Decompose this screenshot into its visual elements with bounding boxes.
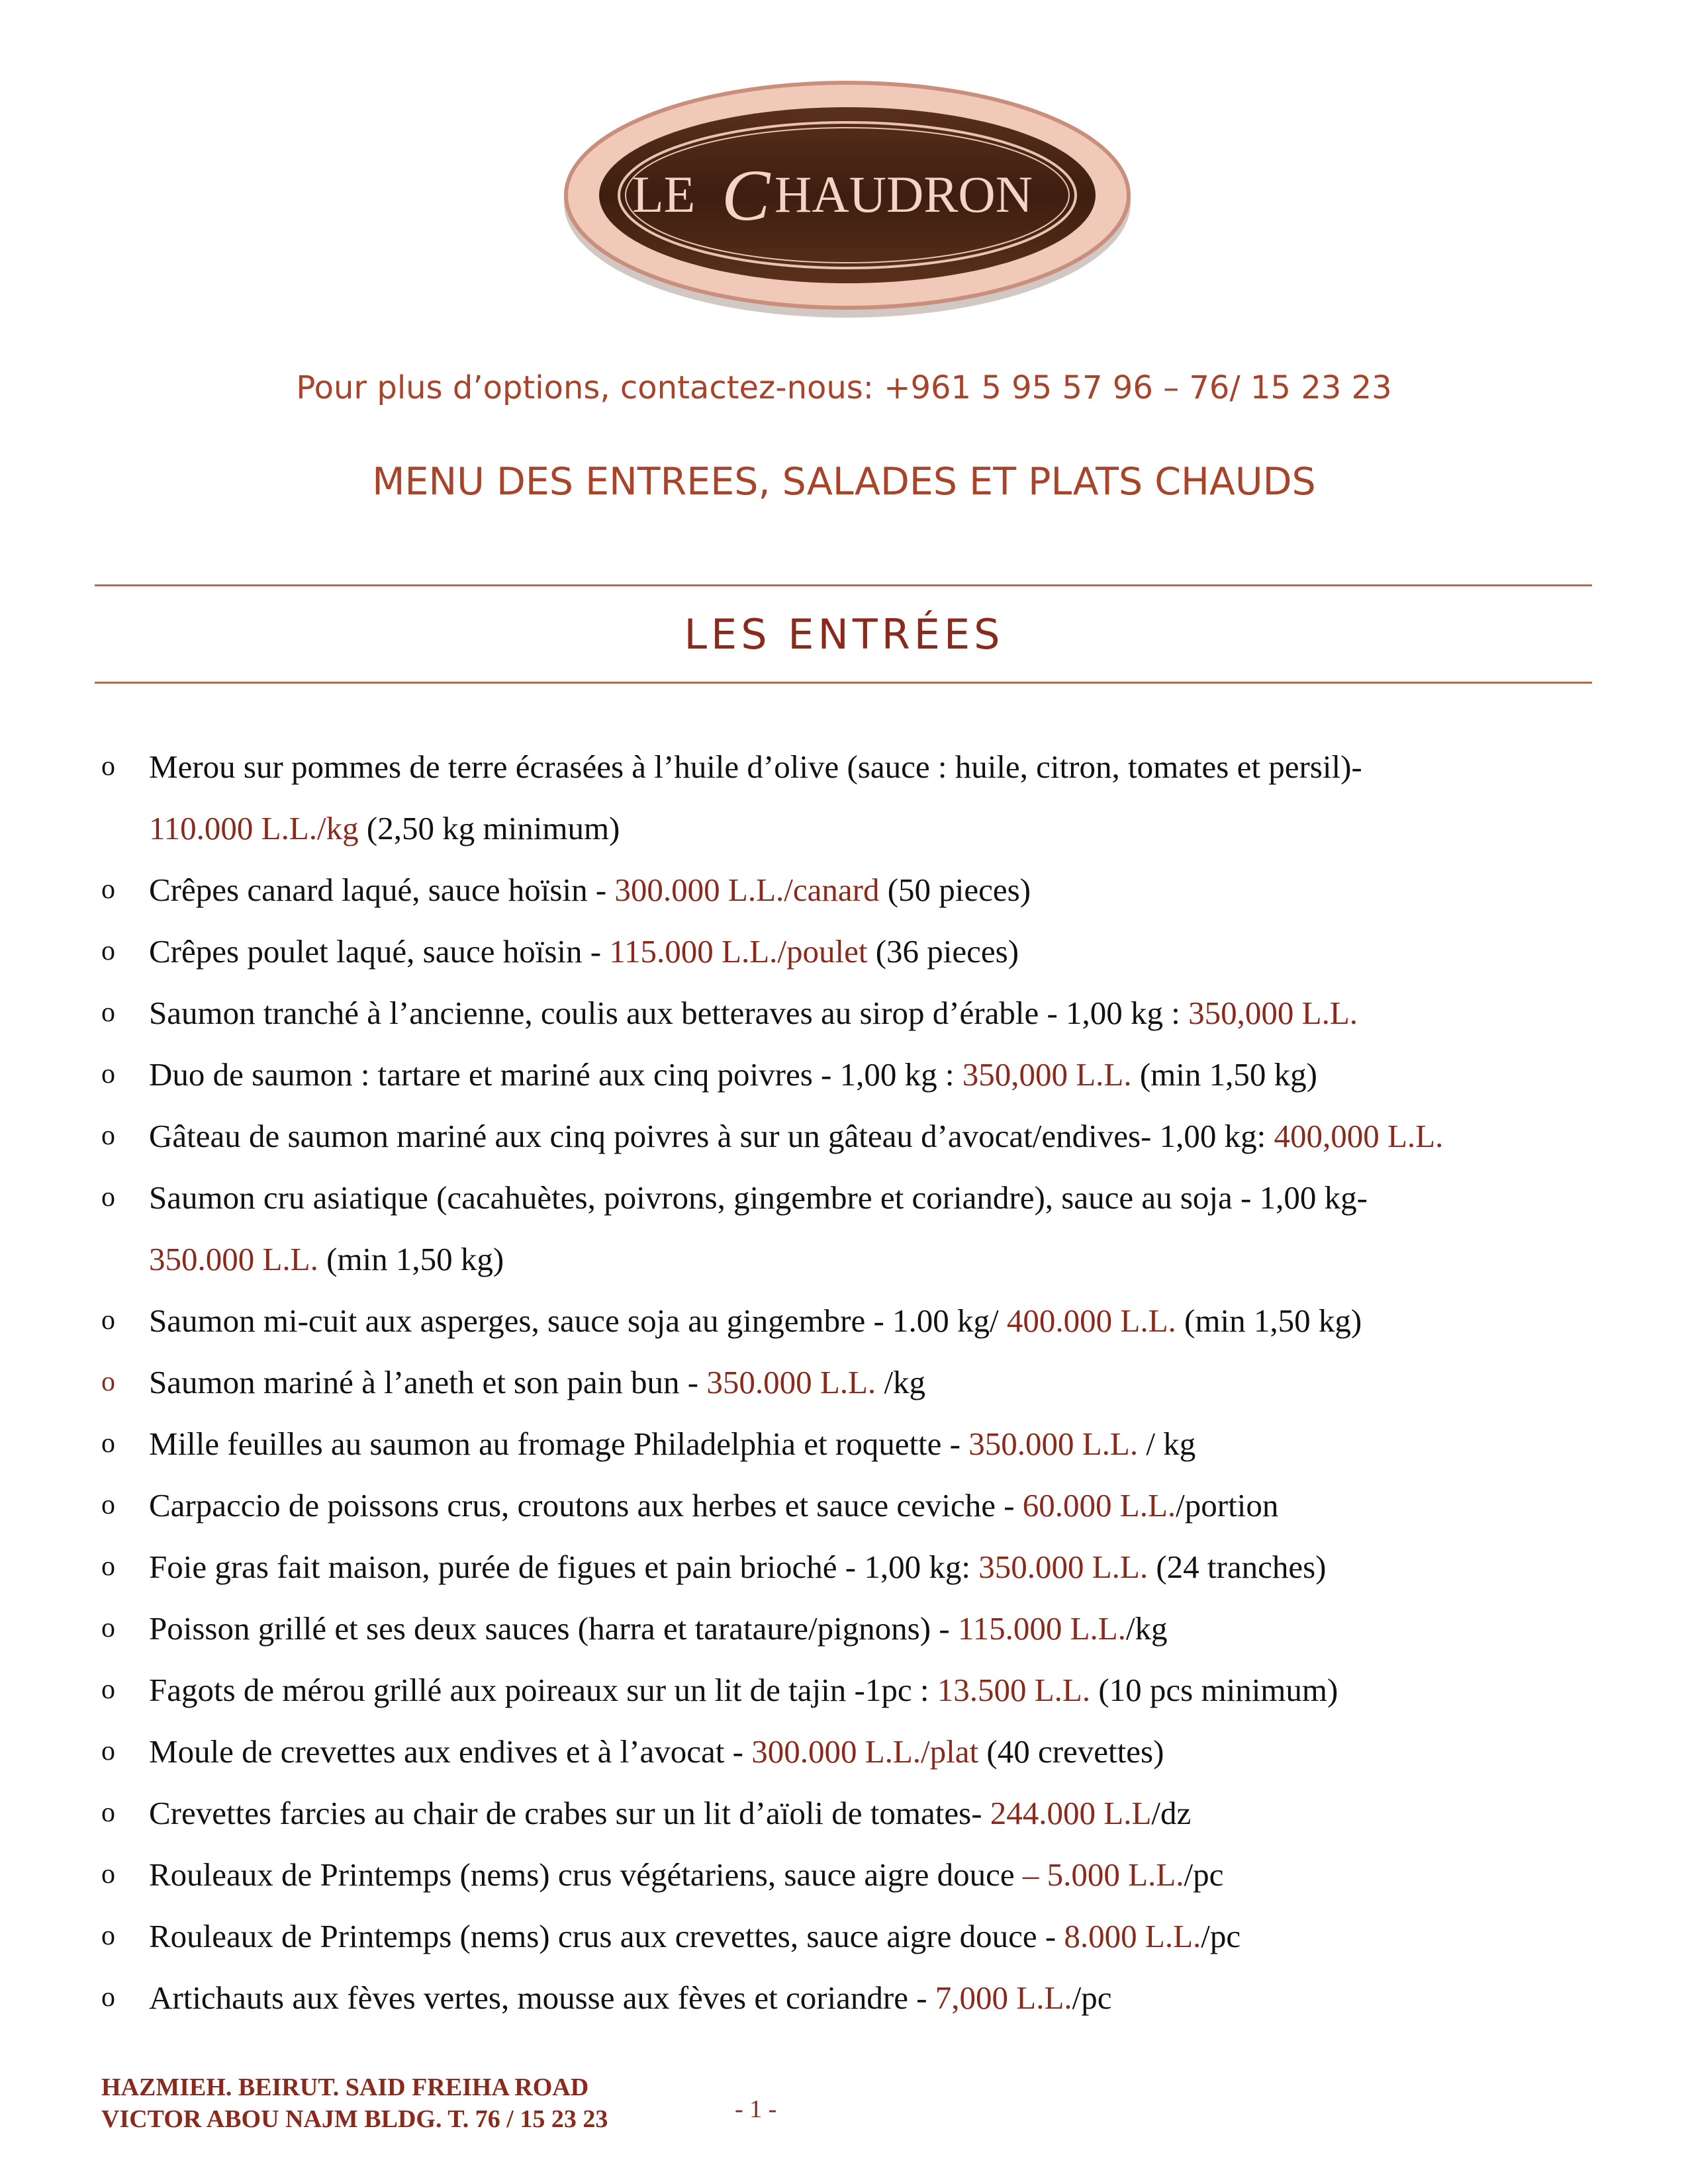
menu-item bbox=[0, 1782, 1688, 1844]
item-text: Duo de saumon : tartare et mariné aux cinq poivres - 1,00 kg : bbox=[149, 1056, 962, 1093]
item-text: Saumon mi-cuit aux asperges, sauce soja au gingembre - 1.00 kg/ bbox=[149, 1302, 1007, 1339]
item-note: / kg bbox=[1138, 1426, 1196, 1462]
page-number: - 1 - bbox=[735, 2095, 777, 2123]
logo-initial: C bbox=[722, 155, 771, 236]
menu-item bbox=[0, 1044, 1688, 1105]
item-text: Saumon cru asiatique (cacahuètes, poivrons, gingembre et coriandre), sauce au soja - 1,00 kg- bbox=[149, 1179, 1368, 1216]
menu-item bbox=[0, 1105, 1688, 1167]
bullet: o bbox=[101, 1736, 115, 1766]
item-text: Mille feuilles au saumon au fromage Philadelphia et roquette - bbox=[149, 1426, 969, 1462]
menu-item bbox=[0, 921, 1688, 982]
bullet: o bbox=[101, 1613, 115, 1643]
item-note: (50 pieces) bbox=[879, 872, 1031, 908]
menu-item bbox=[0, 1351, 1688, 1413]
bullet: o bbox=[101, 936, 115, 966]
bullet: o bbox=[101, 1428, 115, 1459]
item-price: 300.000 L.L./plat bbox=[751, 1733, 979, 1770]
menu-item bbox=[0, 1905, 1688, 1967]
item-price: 60.000 L.L. bbox=[1022, 1487, 1176, 1524]
menu-item bbox=[0, 982, 1688, 1044]
item-note: /pc bbox=[1201, 1918, 1241, 1954]
item-note: (2,50 kg minimum) bbox=[358, 810, 620, 846]
entrees-list bbox=[0, 736, 1688, 2028]
menu-item bbox=[0, 1290, 1688, 1351]
item-text: Carpaccio de poissons crus, croutons aux herbes et sauce ceviche - bbox=[149, 1487, 1023, 1524]
item-text: Gâteau de saumon mariné aux cinq poivres à sur un gâteau d’avocat/endives- 1,00 kg: bbox=[149, 1118, 1274, 1154]
footer-address-line1: HAZMIEH. BEIRUT. SAID FREIHA ROAD bbox=[101, 2073, 589, 2101]
item-text: Saumon tranché à l’ancienne, coulis aux betteraves au sirop d’érable - 1,00 kg : bbox=[149, 995, 1189, 1031]
section-title: LES ENTRÉES bbox=[684, 610, 1004, 659]
item-note: (min 1,50 kg) bbox=[1176, 1302, 1362, 1339]
footer-address bbox=[101, 2071, 608, 2135]
menu-title: MENU DES ENTREES, SALADES ET PLATS CHAUDS bbox=[372, 460, 1316, 504]
menu-item bbox=[0, 1598, 1688, 1659]
item-note: /pc bbox=[1072, 1979, 1112, 2016]
bullet: o bbox=[101, 1982, 115, 2013]
menu-item bbox=[0, 1475, 1688, 1536]
item-text: Crêpes canard laqué, sauce hoïsin - bbox=[149, 872, 615, 908]
bullet: o bbox=[101, 1120, 115, 1151]
menu-item bbox=[0, 1536, 1688, 1598]
item-price: 350.000 L.L. bbox=[706, 1364, 876, 1400]
logo-text-le: LE bbox=[632, 165, 696, 223]
item-note: (min 1,50 kg) bbox=[318, 1241, 504, 1277]
menu-item bbox=[0, 1659, 1688, 1721]
item-text: Merou sur pommes de terre écrasées à l’huile d’olive (sauce : huile, citron, tomates et persil)- bbox=[149, 749, 1362, 785]
bullet: o bbox=[101, 1797, 115, 1828]
le-chaudron-logo bbox=[559, 73, 1135, 324]
menu-item bbox=[0, 859, 1688, 921]
item-price: 350,000 L.L. bbox=[962, 1056, 1132, 1093]
item-price: 7,000 L.L. bbox=[935, 1979, 1072, 2016]
item-price: 13.500 L.L. bbox=[937, 1672, 1091, 1708]
item-note: /kg bbox=[1125, 1610, 1168, 1647]
item-price: 244.000 L.L bbox=[990, 1795, 1152, 1831]
item-note: /kg bbox=[876, 1364, 926, 1400]
bullet: o bbox=[101, 1859, 115, 1889]
item-price: 350,000 L.L. bbox=[1188, 995, 1358, 1031]
item-price: 300.000 L.L./canard bbox=[614, 872, 880, 908]
item-note: /portion bbox=[1176, 1487, 1279, 1524]
item-note: (min 1,50 kg) bbox=[1131, 1056, 1317, 1093]
bullet: o bbox=[101, 1921, 115, 1951]
item-text: Crevettes farcies au chair de crabes sur un lit d’aïoli de tomates- bbox=[149, 1795, 990, 1831]
item-price: 8.000 L.L. bbox=[1064, 1918, 1201, 1954]
item-price: 350.000 L.L. bbox=[968, 1426, 1139, 1462]
bullet: o bbox=[101, 1182, 115, 1212]
item-note: (10 pcs minimum) bbox=[1090, 1672, 1338, 1708]
bullet: o bbox=[101, 751, 115, 782]
menu-item bbox=[0, 1844, 1688, 1905]
item-price: 350.000 L.L. bbox=[978, 1549, 1149, 1585]
item-note: /pc bbox=[1184, 1856, 1224, 1893]
bullet: o bbox=[101, 1551, 115, 1582]
item-price: 400.000 L.L. bbox=[1006, 1302, 1176, 1339]
bullet: o bbox=[101, 1367, 115, 1397]
item-text: Poisson grillé et ses deux sauces (harra et tarataure/pignons) - bbox=[149, 1610, 958, 1647]
bottom-divider bbox=[95, 682, 1592, 684]
item-text: Saumon mariné à l’aneth et son pain bun - bbox=[149, 1364, 707, 1400]
bullet: o bbox=[101, 1059, 115, 1089]
menu-item bbox=[0, 736, 1688, 859]
item-price: 350.000 L.L. bbox=[149, 1241, 318, 1277]
bullet: o bbox=[101, 997, 115, 1028]
bullet: o bbox=[101, 1305, 115, 1336]
item-price: 115.000 L.L./poulet bbox=[609, 933, 868, 970]
menu-item bbox=[0, 1413, 1688, 1475]
menu-item bbox=[0, 1721, 1688, 1782]
item-price: 110.000 L.L./kg bbox=[149, 810, 359, 846]
bullet: o bbox=[101, 1490, 115, 1520]
top-divider bbox=[95, 584, 1592, 586]
item-note: (24 tranches) bbox=[1148, 1549, 1327, 1585]
item-price: 115.000 L.L. bbox=[957, 1610, 1126, 1647]
logo-text-haudron: HAUDRON bbox=[774, 165, 1033, 223]
contact-line: Pour plus d’options, contactez-nous: +961 5 95 57 96 – 76/ 15 23 23 bbox=[296, 369, 1392, 406]
item-text: Rouleaux de Printemps (nems) crus aux crevettes, sauce aigre douce - bbox=[149, 1918, 1064, 1954]
menu-item bbox=[0, 1967, 1688, 2028]
item-text: Artichauts aux fèves vertes, mousse aux fèves et coriandre - bbox=[149, 1979, 935, 2016]
bullet: o bbox=[101, 1674, 115, 1705]
item-text: Fagots de mérou grillé aux poireaux sur un lit de tajin -1pc : bbox=[149, 1672, 937, 1708]
footer-address-line2: VICTOR ABOU NAJM BLDG. T. 76 / 15 23 23 bbox=[101, 2105, 608, 2133]
item-text: Moule de crevettes aux endives et à l’avocat - bbox=[149, 1733, 752, 1770]
item-note: /dz bbox=[1151, 1795, 1192, 1831]
item-price: – 5.000 L.L. bbox=[1022, 1856, 1184, 1893]
bullet: o bbox=[101, 874, 115, 905]
item-text: Crêpes poulet laqué, sauce hoïsin - bbox=[149, 933, 610, 970]
menu-item bbox=[0, 1167, 1688, 1290]
item-note: (36 pieces) bbox=[867, 933, 1019, 970]
item-note: (40 crevettes) bbox=[978, 1733, 1164, 1770]
item-text: Rouleaux de Printemps (nems) crus végétariens, sauce aigre douce bbox=[149, 1856, 1023, 1893]
item-price: 400,000 L.L. bbox=[1274, 1118, 1444, 1154]
item-text: Foie gras fait maison, purée de figues et pain brioché - 1,00 kg: bbox=[149, 1549, 979, 1585]
